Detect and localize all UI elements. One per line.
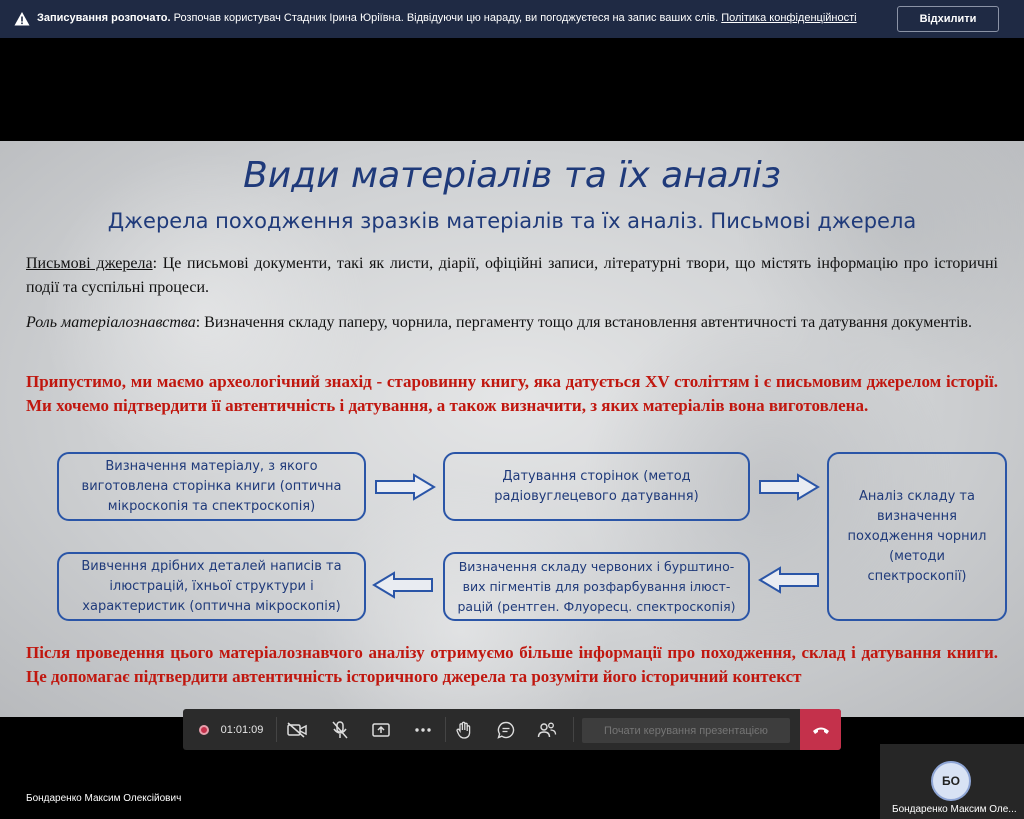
take-control-presentation-button[interactable]	[582, 718, 790, 743]
participants-icon	[537, 721, 557, 739]
avatar: БО	[931, 761, 971, 801]
step-box-pigments: Визначення складу червоних і бурштино-вих пігментів для розфарбування ілюст-рацій (рентген. Флуоресц. спектроскопія)	[443, 552, 750, 621]
step-box-ink-analysis: Аналіз складу та визначення походження чорнил (методи спектроскопії)	[827, 452, 1007, 621]
paragraph-conclusion: Після проведення цього матеріалознавчого аналізу отримуємо більше інформації про походження, склад і датування книги. Це допомагає підтвердити автентичність історичного джерела та розуміти його історичний контекст	[26, 643, 998, 686]
meeting-timer: 01:01:09	[220, 723, 264, 736]
mic-off-icon	[332, 721, 348, 739]
warning-icon	[14, 11, 30, 27]
participant-tile-name: Бондаренко Максим Оле...	[892, 804, 1017, 815]
share-content-button[interactable]	[367, 709, 395, 750]
materials-role-text: : Визначення складу паперу, чорнила, пергаменту тощо для встановлення автентичності та датування документів.	[195, 314, 972, 331]
chat-icon	[497, 721, 515, 739]
banner-text: Розпочав користувач Стадник Ірина Юріївна. Відвідуючи цю нараду, ви погоджуєтеся на запис ваших слів.	[170, 12, 722, 24]
more-actions-button[interactable]	[409, 709, 437, 750]
recording-banner	[0, 0, 1024, 38]
camera-toggle-button[interactable]	[283, 709, 311, 750]
toolbar-divider	[573, 717, 574, 742]
step-box-fine-details: Вивчення дрібних деталей написів та ілюстрацій, їхньої структури і характеристик (оптична мікроскопія)	[57, 552, 366, 621]
written-sources-text: : Це письмові документи, такі як листи, діарії, офіційні записи, літературні твори, що містять інформацію про історичні події та суспільні процеси.	[26, 255, 998, 296]
dismiss-button[interactable]: Відхилити	[897, 6, 999, 32]
banner-title: Записування розпочато.	[37, 12, 171, 24]
share-screen-icon	[372, 722, 390, 738]
meeting-toolbar	[183, 709, 841, 750]
chat-button[interactable]	[492, 709, 520, 750]
term-materials-role: Роль матеріалознавства	[26, 314, 196, 331]
participants-button[interactable]	[533, 709, 561, 750]
hang-up-icon	[812, 725, 830, 735]
term-written-sources: Письмові джерела	[26, 255, 153, 272]
leave-call-button[interactable]	[800, 709, 841, 750]
slide-title: Види матеріалів та їх аналіз	[243, 155, 781, 196]
toolbar-divider	[276, 717, 277, 742]
arrow-left-icon	[372, 571, 434, 599]
banner-message	[37, 12, 857, 24]
privacy-policy-link[interactable]: Політика конфіденційності	[721, 12, 857, 24]
presentation-slide	[0, 141, 1024, 717]
raise-hand-icon	[456, 721, 472, 739]
presenter-name-label: Бондаренко Максим Олексійович	[26, 793, 182, 804]
step-box-dating: Датування сторінок (метод радіовуглецевого датування)	[443, 452, 750, 521]
slide-subtitle: Джерела походження зразків матеріалів та їх аналіз. Письмові джерела	[107, 209, 917, 233]
mic-toggle-button[interactable]	[326, 709, 354, 750]
arrow-right-icon	[374, 473, 436, 501]
paragraph-hypothesis: Припустимо, ми маємо археологічний знахід - старовинну книгу, яка датується XV століттям і є письмовим джерелом історії. Ми хочемо підтвердити її автентичність і датування, а також визначити, з яких матеріалів вона виготовлена.	[26, 372, 998, 415]
record-dot-icon	[199, 725, 209, 735]
camera-off-icon	[287, 722, 307, 738]
recording-indicator	[191, 709, 217, 750]
more-dots-icon	[415, 728, 431, 732]
toolbar-divider	[445, 717, 446, 742]
arrow-left-icon	[758, 566, 820, 594]
step-box-page-material: Визначення матеріалу, з якого виготовлена сторінка книги (оптична мікроскопія та спектроскопія)	[57, 452, 366, 521]
paragraph-materials-role	[26, 311, 998, 335]
arrow-right-icon	[758, 473, 820, 501]
paragraph-written-sources	[26, 252, 998, 300]
raise-hand-button[interactable]	[450, 709, 478, 750]
